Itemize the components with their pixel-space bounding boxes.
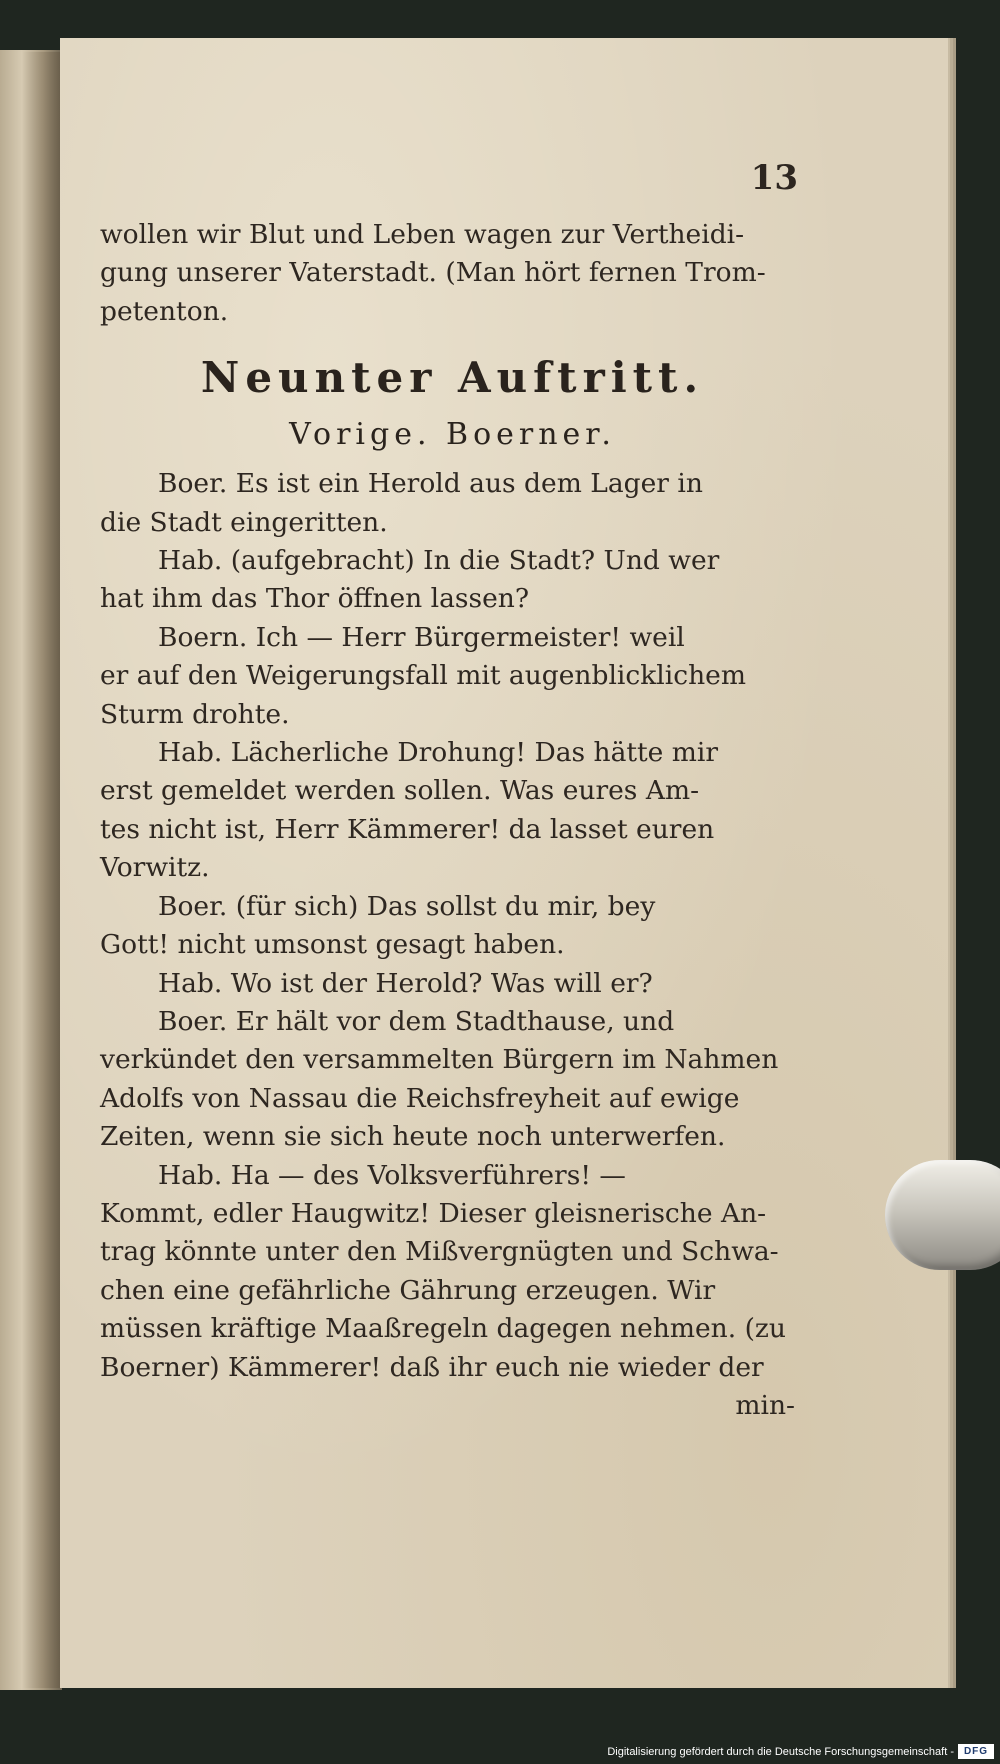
text-line: Boer. (für sich) Das sollst du mir, bey xyxy=(158,890,656,922)
text-line: Kommt, edler Haugwitz! Dieser gleisnerische An- xyxy=(100,1197,767,1229)
text-line: chen eine gefährliche Gährung erzeugen. Wir xyxy=(100,1274,716,1306)
text-line: Hab. Wo ist der Herold? Was will er? xyxy=(158,967,653,999)
text-line: Hab. (aufgebracht) In die Stadt? Und wer xyxy=(158,545,720,577)
text-line: Hab. Lächerliche Drohung! Das hätte mir xyxy=(158,737,719,769)
page-clip xyxy=(885,1160,1000,1270)
text-line: trag könnte unter den Mißvergnügten und Schwa- xyxy=(100,1236,779,1268)
funding-credit: Digitalisierung gefördert durch die Deutsche Forschungsgemeinschaft - xyxy=(607,1746,954,1758)
text-line: Boer. Er hält vor dem Stadthause, und xyxy=(158,1005,675,1037)
text-line: Sturm drohte. xyxy=(100,698,290,730)
scene-characters: Vorige. Boerner. xyxy=(289,417,616,453)
page-number: 13 xyxy=(750,158,798,198)
dfg-logo: DFG xyxy=(958,1744,994,1759)
text-line: Boerner) Kämmerer! daß ihr euch nie wieder der xyxy=(100,1351,764,1383)
text-line: hat ihm das Thor öffnen lassen? xyxy=(100,583,530,615)
footer-bar xyxy=(0,1734,1000,1764)
text-line: erst gemeldet werden sollen. Was eures Am- xyxy=(100,775,700,807)
text-line: wollen wir Blut und Leben wagen zur Vertheidi- xyxy=(100,219,745,250)
text-line: verkündet den versammelten Bürgern im Nahmen xyxy=(100,1044,779,1076)
text-line: Zeiten, wenn sie sich heute noch unterwerfen. xyxy=(100,1121,726,1153)
text-line: Gott! nicht umsonst gesagt haben. xyxy=(100,929,565,961)
book-page xyxy=(60,38,948,1688)
gutter-shadow xyxy=(22,52,60,1688)
text-line: petenton. xyxy=(100,295,229,327)
text-line: gung unserer Vaterstadt. (Man hört fernen Trom- xyxy=(100,257,766,289)
catchword: min- xyxy=(735,1389,795,1421)
text-line: die Stadt eingeritten. xyxy=(100,506,388,538)
text-line: Boern. Ich — Herr Bürgermeister! weil xyxy=(158,621,685,653)
text-line: Adolfs von Nassau die Reichsfreyheit auf ewige xyxy=(100,1082,740,1114)
text-line: Boer. Es ist ein Herold aus dem Lager in xyxy=(158,468,703,500)
text-line: Vorwitz. xyxy=(100,852,210,884)
scene-heading: Neunter Auftritt. xyxy=(200,353,705,403)
text-line: Hab. Ha — des Volksverführers! — xyxy=(158,1159,626,1191)
page-text xyxy=(100,216,805,1425)
text-line: tes nicht ist, Herr Kämmerer! da lasset euren xyxy=(100,813,715,845)
text-line: er auf den Weigerungsfall mit augenblicklichem xyxy=(100,660,746,692)
text-line: müssen kräftige Maaßregeln dagegen nehmen. (zu xyxy=(100,1313,786,1345)
